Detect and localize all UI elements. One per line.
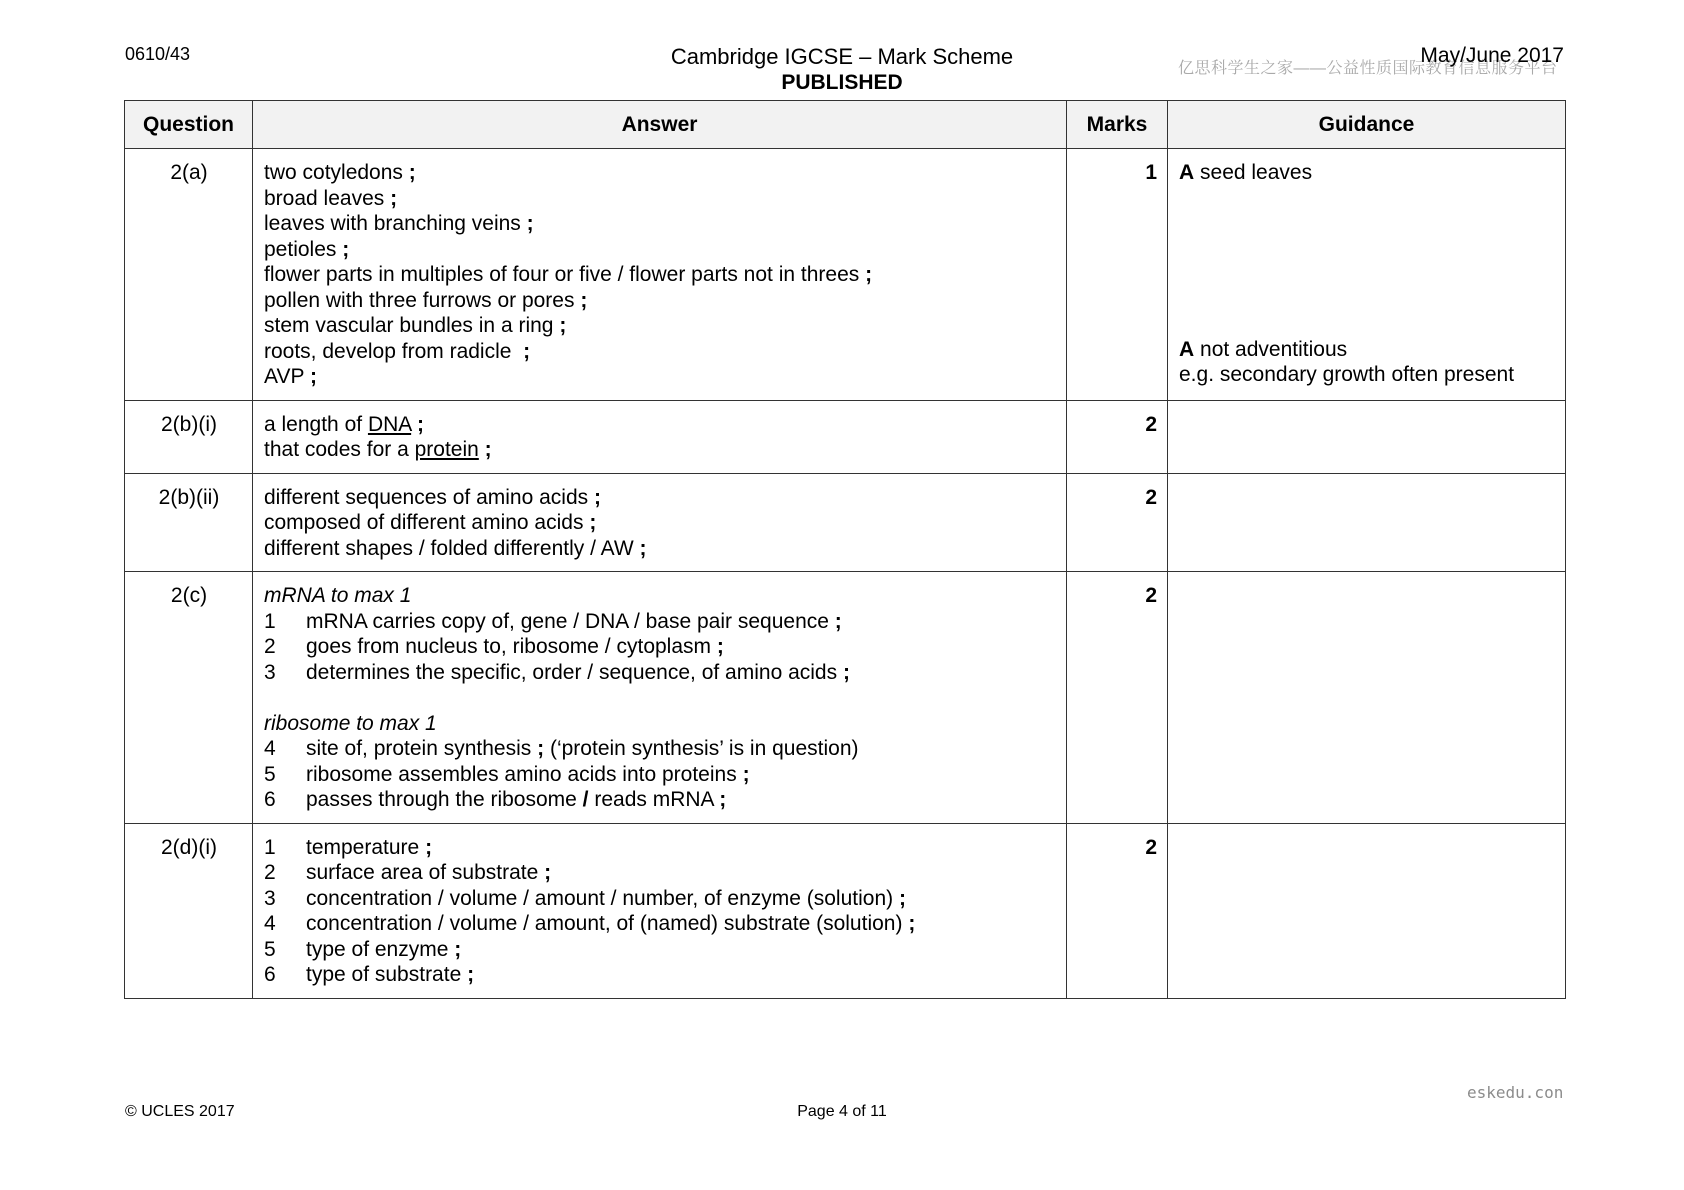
watermark-text: 亿思科学生之家——公益性质国际教育信息服务平台 — [1178, 60, 1558, 77]
answer-line: 5 ribosome assembles amino acids into proteins ; — [264, 762, 750, 786]
table-row — [125, 572, 1566, 824]
answer-subheading: mRNA to max 1 — [264, 584, 412, 607]
guidance-line: A not adventitious — [1179, 337, 1348, 361]
answer-line: roots, develop from radicle ; — [264, 339, 531, 363]
answer-line: broad leaves ; — [264, 186, 398, 210]
mark-scheme-table — [124, 100, 1566, 999]
question-cell: 2(b)(ii) — [125, 473, 253, 572]
table-row — [125, 473, 1566, 572]
copyright: © UCLES 2017 — [125, 1103, 235, 1120]
answer-line: 4 site of, protein synthesis ; (‘protein synthesis’ is in question) — [264, 737, 859, 760]
marks-cell: 1 — [1067, 149, 1168, 401]
published-label: PUBLISHED — [781, 71, 903, 94]
answer-line: 6 type of substrate ; — [264, 963, 475, 986]
answer-cell — [253, 473, 1067, 572]
guidance-cell — [1168, 823, 1566, 998]
question-cell: 2(d)(i) — [125, 823, 253, 998]
answer-cell — [253, 400, 1067, 473]
answer-line: AVP ; — [264, 365, 317, 388]
answer-line: stem vascular bundles in a ring ; — [264, 314, 567, 337]
answer-line: 3 determines the specific, order / sequence, of amino acids ; — [264, 660, 850, 684]
answer-line: 6 passes through the ribosome / reads mRNA ; — [264, 788, 727, 811]
answer-cell — [253, 572, 1067, 824]
question-cell: 2(c) — [125, 572, 253, 824]
site-watermark: eskedu.con — [1467, 1083, 1564, 1102]
guidance-line: e.g. secondary growth often present — [1179, 363, 1515, 386]
answer-cell — [253, 149, 1067, 401]
question-header: Question — [125, 101, 253, 149]
marks-header: Marks — [1067, 101, 1168, 149]
session-label: May/June 2017 — [1420, 44, 1564, 67]
guidance-line: A seed leaves — [1179, 161, 1313, 184]
page-number: Page 4 of 11 — [797, 1103, 887, 1120]
marks-cell: 2 — [1067, 823, 1168, 998]
answer-line: two cotyledons ; — [264, 161, 416, 184]
answer-line: a length of DNA ; — [264, 412, 424, 436]
question-cell: 2(b)(i) — [125, 400, 253, 473]
guidance-cell — [1168, 149, 1566, 401]
table-row — [125, 149, 1566, 401]
answer-cell — [253, 823, 1067, 998]
answer-line: 4 concentration / volume / amount, of (named) substrate (solution) ; — [264, 912, 916, 935]
answer-line: 1 temperature ; — [264, 835, 433, 859]
answer-line: 2 goes from nucleus to, ribosome / cytoplasm ; — [264, 635, 724, 658]
answer-line: flower parts in multiples of four or five / flower parts not in threes ; — [264, 263, 873, 286]
guidance-cell — [1168, 572, 1566, 824]
answer-header: Answer — [253, 101, 1067, 149]
answer-line: composed of different amino acids ; — [264, 511, 597, 534]
answer-line: 2 surface area of substrate ; — [264, 861, 552, 884]
marks-cell: 2 — [1067, 400, 1168, 473]
answer-subheading: ribosome to max 1 — [264, 711, 437, 735]
answer-line: 5 type of enzyme ; — [264, 937, 462, 961]
table-row — [125, 823, 1566, 998]
paper-code: 0610/43 — [125, 44, 191, 64]
table-row — [125, 400, 1566, 473]
answer-line: leaves with branching veins ; — [264, 212, 534, 235]
title: Cambridge IGCSE – Mark Scheme — [670, 44, 1014, 69]
marks-cell: 2 — [1067, 473, 1168, 572]
marks-cell: 2 — [1067, 572, 1168, 824]
answer-line: pollen with three furrows or pores ; — [264, 288, 588, 312]
question-cell: 2(a) — [125, 149, 253, 401]
answer-line: that codes for a protein ; — [264, 438, 492, 461]
guidance-cell — [1168, 473, 1566, 572]
table-header-row — [125, 101, 1566, 149]
answer-line: 3 concentration / volume / amount / number, of enzyme (solution) ; — [264, 886, 906, 910]
guidance-cell — [1168, 400, 1566, 473]
answer-line: different shapes / folded differently / AW ; — [264, 536, 647, 560]
answer-line: different sequences of amino acids ; — [264, 485, 601, 509]
answer-line: petioles ; — [264, 237, 350, 261]
guidance-header: Guidance — [1168, 101, 1566, 149]
answer-line: 1 mRNA carries copy of, gene / DNA / base pair sequence ; — [264, 609, 842, 633]
